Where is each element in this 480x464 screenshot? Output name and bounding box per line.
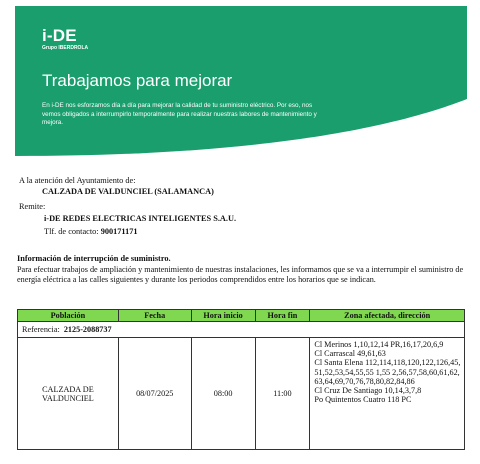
reference-cell [18,322,465,338]
contact-label: Tlf. de contacto: [44,227,99,236]
header-banner [15,6,467,156]
logo-text: i-DE [42,26,77,45]
header-zona: Zona afectada, dirección [310,310,465,322]
cell-hora-fin: 11:00 [255,338,310,450]
table-header-row [18,310,465,322]
zona-line: Cl Santa Elena 112,114,118,120,122,126,45,51,52,53,54,55,55 1,55 2,56,57,58,60,61,62,63,64,69,70,76,78,80,82,84,86 [314,358,461,386]
zona-line: Cl Cruz De Santiago 10,14,3,7,8 [314,386,422,396]
zona-line: Po Quintentos Cuatro 118 PC [314,395,412,405]
header-hora-inicio: Hora inicio [191,310,255,322]
banner-title: Trabajamos para mejorar [42,71,233,90]
header-poblacion: Población [18,310,119,322]
zona-line: Cl Carrascal 49,61,63 [314,349,386,359]
contact-number: 900171171 [100,227,138,236]
attention-label: A la atención del Ayuntamiento de: [19,176,136,185]
notice-body: Para efectuar trabajos de ampliación y mantenimiento de nuestras instalaciones, les informamos que se va a interrumpir el suministro de energía eléctrica a las calles siguientes y durante los periodos comprendidos entre los horarios que se indican. [17,265,464,285]
cell-poblacion: CALZADA DE VALDUNCIEL [18,338,119,450]
interruption-table [17,309,465,450]
reference-label: Referencia: [22,325,60,334]
cell-fecha: 08/07/2025 [118,338,191,450]
sender-name: i-DE REDES ELECTRICAS INTELIGENTES S.A.U. [44,214,237,223]
banner-text: En i-DE nos esforzamos día a día para mejorar la calidad de tu suministro eléctrico. Por eso, nos vemos obligados a interrumpirlo temporalmente para realizar nuestras labores de mantenimiento y mejora. [42,102,317,126]
contact-line [44,227,138,236]
reference-row [18,322,465,338]
header-fecha: Fecha [118,310,191,322]
cell-hora-inicio: 08:00 [191,338,255,450]
ide-logo [42,27,88,51]
table-row [18,338,465,450]
sender-label: Remite: [19,202,46,211]
reference-value: 2125-2088737 [63,325,112,334]
cell-zona [310,338,465,450]
zona-line: Cl Merinos 1,10,12,14 PR,16,17,20,6,9 [314,340,444,349]
logo-subtext: Grupo IBERDROLA [42,45,89,51]
notice-title: Información de interrupción de suministro. [17,254,171,263]
recipient-name: CALZADA DE VALDUNCIEL (SALAMANCA) [42,187,214,196]
header-hora-fin: Hora fin [255,310,310,322]
